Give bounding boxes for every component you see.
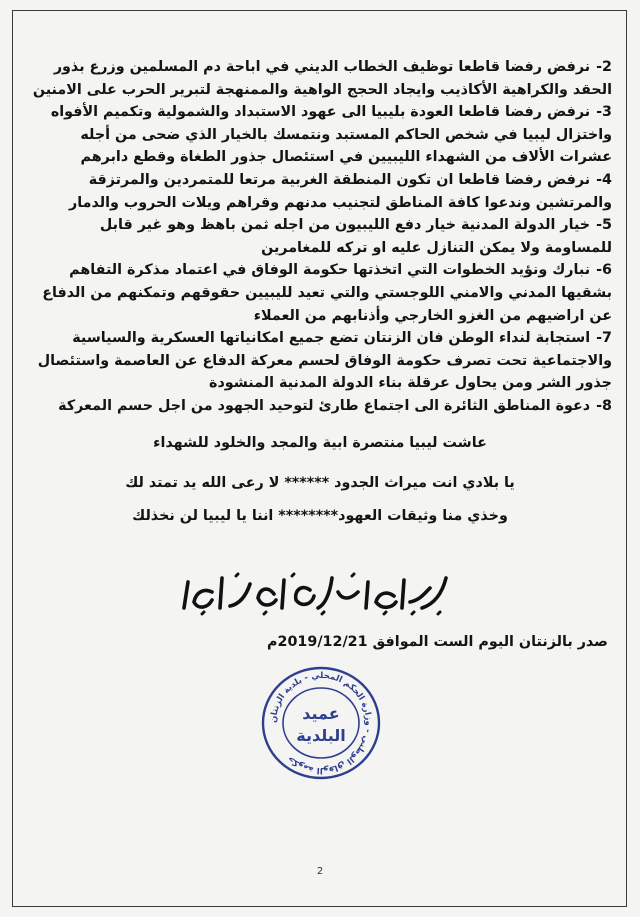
closing-text: والسلام عليكم ورحمة الله وبركاته [172, 570, 186, 571]
item-text: نرفض رفضا قاطعا ان تكون المنطقة الغربية مرتعا للمتمردين والمرتزقة والمرتشين وندعوا كافة المناطق لتجنيب مدنهم وقراهم ويلات الحروب والدمار [69, 171, 612, 211]
item-number: 6- [596, 262, 612, 279]
item-number: 2- [596, 59, 612, 75]
slogan: عاشت ليبيا منتصرة ابية والمجد والخلود للشهداء [153, 434, 487, 451]
item-5 [28, 214, 612, 259]
item-number: 4- [596, 171, 612, 188]
item-number: 3- [596, 104, 612, 121]
item-text: نبارك ونؤيد الخطوات التي اتخذتها حكومة الوفاق في اعتماد مذكرة التفاهم بشقيها المدني والامني اللوجستي والتي تعيد لليبيين حقوقهم وتمكنهم من الدفاع عن اراضيهم من الغزو الخارجي وأذنابهم من العملاء [42, 262, 612, 324]
item-number: 7- [596, 330, 612, 347]
closing-calligraphy [172, 570, 454, 618]
item-text: خيار الدولة المدنية خيار دفع الليبيون من اجله ثمن باهظ وهو غير قابل للمساومة ولا يمكن التنازل عليه او تركه للمغامرين [99, 217, 612, 256]
poem-line-1: يا بلادي انت ميراث الجدود ****** لا رعى الله يد تمتد لك [125, 475, 515, 492]
item-text: نرفض رفضا قاطعا توظيف الخطاب الديني في اباحة دم المسلمين وزرع بذور الحقد والكراهية الأكاذيب وايجاد الحجج الواهية والممنهجة لتبرير الحرب على الامنين [32, 59, 612, 98]
stamp-title-line-2: البلدية [296, 726, 346, 745]
item-number: 5- [596, 217, 612, 234]
item-6 [28, 259, 612, 327]
page-number: 2 [316, 866, 324, 877]
item-text: استجابة لنداء الوطن فان الزنتان تضع جميع امكانياتها العسكرية والسياسية والاجتماعية تحت تصرف حكومة الوفاق لحسم معركة الدفاع عن العاصمة واستئصال جذور الشر ومن يحاول عرقلة بناء الدولة المدنية المنشودة [37, 330, 612, 392]
item-text: دعوة المناطق الثائرة الى اجتماع طارئ لتوحيد الجهود من اجل حسم المعركة [58, 397, 591, 414]
item-text: نرفض رفضا قاطعا العودة بليبيا الى عهود الاستبداد والشمولية وتكميم الأفواه واختزال ليبيا في شخص الحاكم المستبد ونتمسك بالخيار الذي ضحى من أجله عشرات الألاف من الشهداء الليبيين في استئصال جذور الطغاة وقطع دابرهم [50, 104, 612, 166]
municipality-stamp [258, 663, 384, 783]
stamp-title-line-1: عميد [302, 704, 340, 723]
statement-body [28, 56, 612, 527]
item-4 [28, 169, 612, 214]
item-number: 8- [596, 397, 612, 414]
item-3 [28, 101, 612, 169]
poem-line-2: وخذي منا وثيقات العهود******** اننا يا ليبيا لن نخذلك [132, 507, 508, 524]
item-7 [28, 327, 612, 395]
issue-date-line: صدر بالزنتان اليوم الست الموافق 2019/12/21م [267, 634, 608, 650]
item-8 [28, 395, 612, 418]
stamp-outer-text: حكومة الوفاق الوطني - وزارة الحكم المحلي - بلدية الزنتان [268, 670, 374, 776]
item-2 [28, 56, 612, 101]
